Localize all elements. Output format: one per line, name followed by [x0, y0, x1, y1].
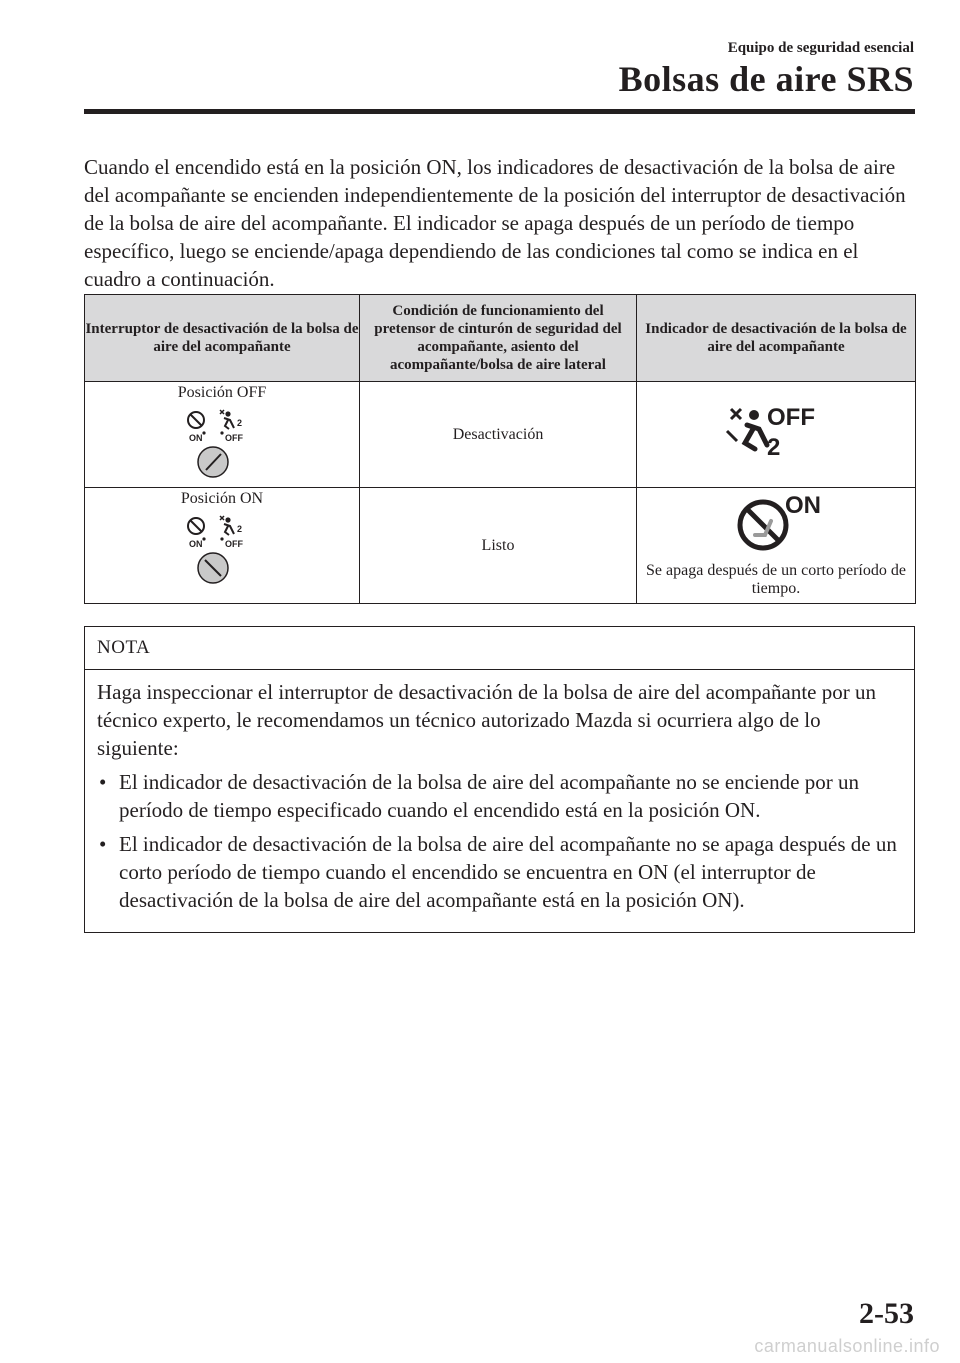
- switch-off-label: OFF: [225, 433, 243, 443]
- table-header-row: [85, 295, 916, 382]
- switch-num-label: 2: [237, 418, 243, 428]
- indicator-on-text: ON: [785, 493, 821, 519]
- note-text: Haga inspeccionar el interruptor de desactivación de la bolsa de aire del acompañante por un técnico experto, le recomendamos un técnico autorizado Mazda si ocurriera algo de lo siguiente:: [97, 680, 876, 760]
- indicator-table: [84, 294, 916, 604]
- condition-cell: Desactivación: [360, 382, 637, 488]
- note-box: [84, 626, 915, 933]
- intro-paragraph: Cuando el encendido está en la posición ON, los indicadores de desactivación de la bolsa de aire del acompañante se encienden independientemente de la posición del interruptor de desactivación de la bolsa de aire del acompañante. El indicador se apaga después de un período de tiempo específico, luego se enciende/apaga dependiendo de las condiciones tal como se indica en el cuadro a continuación.: [84, 155, 906, 291]
- list-item: [97, 830, 904, 914]
- table-header-switch: Interruptor de desactivación de la bolsa de aire del acompañante: [85, 295, 360, 382]
- switch-cell: [85, 488, 360, 604]
- airbag-off-indicator-icon: [721, 401, 831, 463]
- indicator-note: Se apaga después de un corto período de tiempo.: [646, 562, 906, 597]
- condition-cell: Listo: [360, 488, 637, 604]
- switch-position-label: Posición ON: [180, 490, 264, 507]
- indicator-num-text: 2: [767, 434, 781, 461]
- note-title: NOTA: [85, 627, 914, 670]
- bullet-icon: •: [99, 832, 107, 856]
- page-number: 2-53: [859, 1297, 914, 1330]
- list-item-text: El indicador de desactivación de la bolsa de aire del acompañante no se enciende por un período de tiempo especificado cuando el encendido está en la posición ON.: [119, 770, 859, 822]
- indicator-off-text: OFF: [767, 404, 815, 431]
- switch-position-label: Posición OFF: [177, 384, 267, 401]
- indicator-cell: [637, 488, 916, 604]
- table-row: [85, 382, 916, 488]
- deactivation-switch-off-icon: [177, 406, 267, 482]
- switch-on-label: ON: [189, 433, 203, 443]
- header-divider: [84, 109, 915, 114]
- bullet-icon: •: [99, 770, 107, 794]
- watermark: carmanualsonline.info: [754, 1336, 940, 1356]
- indicator-cell: [637, 382, 916, 488]
- section-title: Equipo de seguridad esencial: [727, 40, 914, 56]
- page-title: Bolsas de aire SRS: [618, 59, 914, 99]
- switch-off-label: OFF: [225, 539, 243, 549]
- list-item: [97, 768, 904, 824]
- table-header-condition: Condición de funcionamiento del pretensor de cinturón de seguridad del acompañante, asiento del acompañante/bolsa de aire lateral: [360, 295, 637, 382]
- deactivation-switch-on-icon: [177, 512, 267, 588]
- note-body: [85, 670, 914, 932]
- note-bullet-list: [97, 768, 904, 914]
- list-item-text: El indicador de desactivación de la bolsa de aire del acompañante no se apaga después de un corto período de tiempo cuando el encendido se encuentra en ON (el interruptor de desactivación de la bolsa de aire del acompañante está en la posición ON).: [119, 832, 897, 912]
- airbag-on-indicator-icon: [721, 493, 831, 551]
- table-header-indicator: Indicador de desactivación de la bolsa de aire del acompañante: [637, 295, 916, 382]
- switch-cell: [85, 382, 360, 488]
- table-row: [85, 488, 916, 604]
- switch-on-label: ON: [189, 539, 203, 549]
- switch-num-label: 2: [237, 524, 243, 534]
